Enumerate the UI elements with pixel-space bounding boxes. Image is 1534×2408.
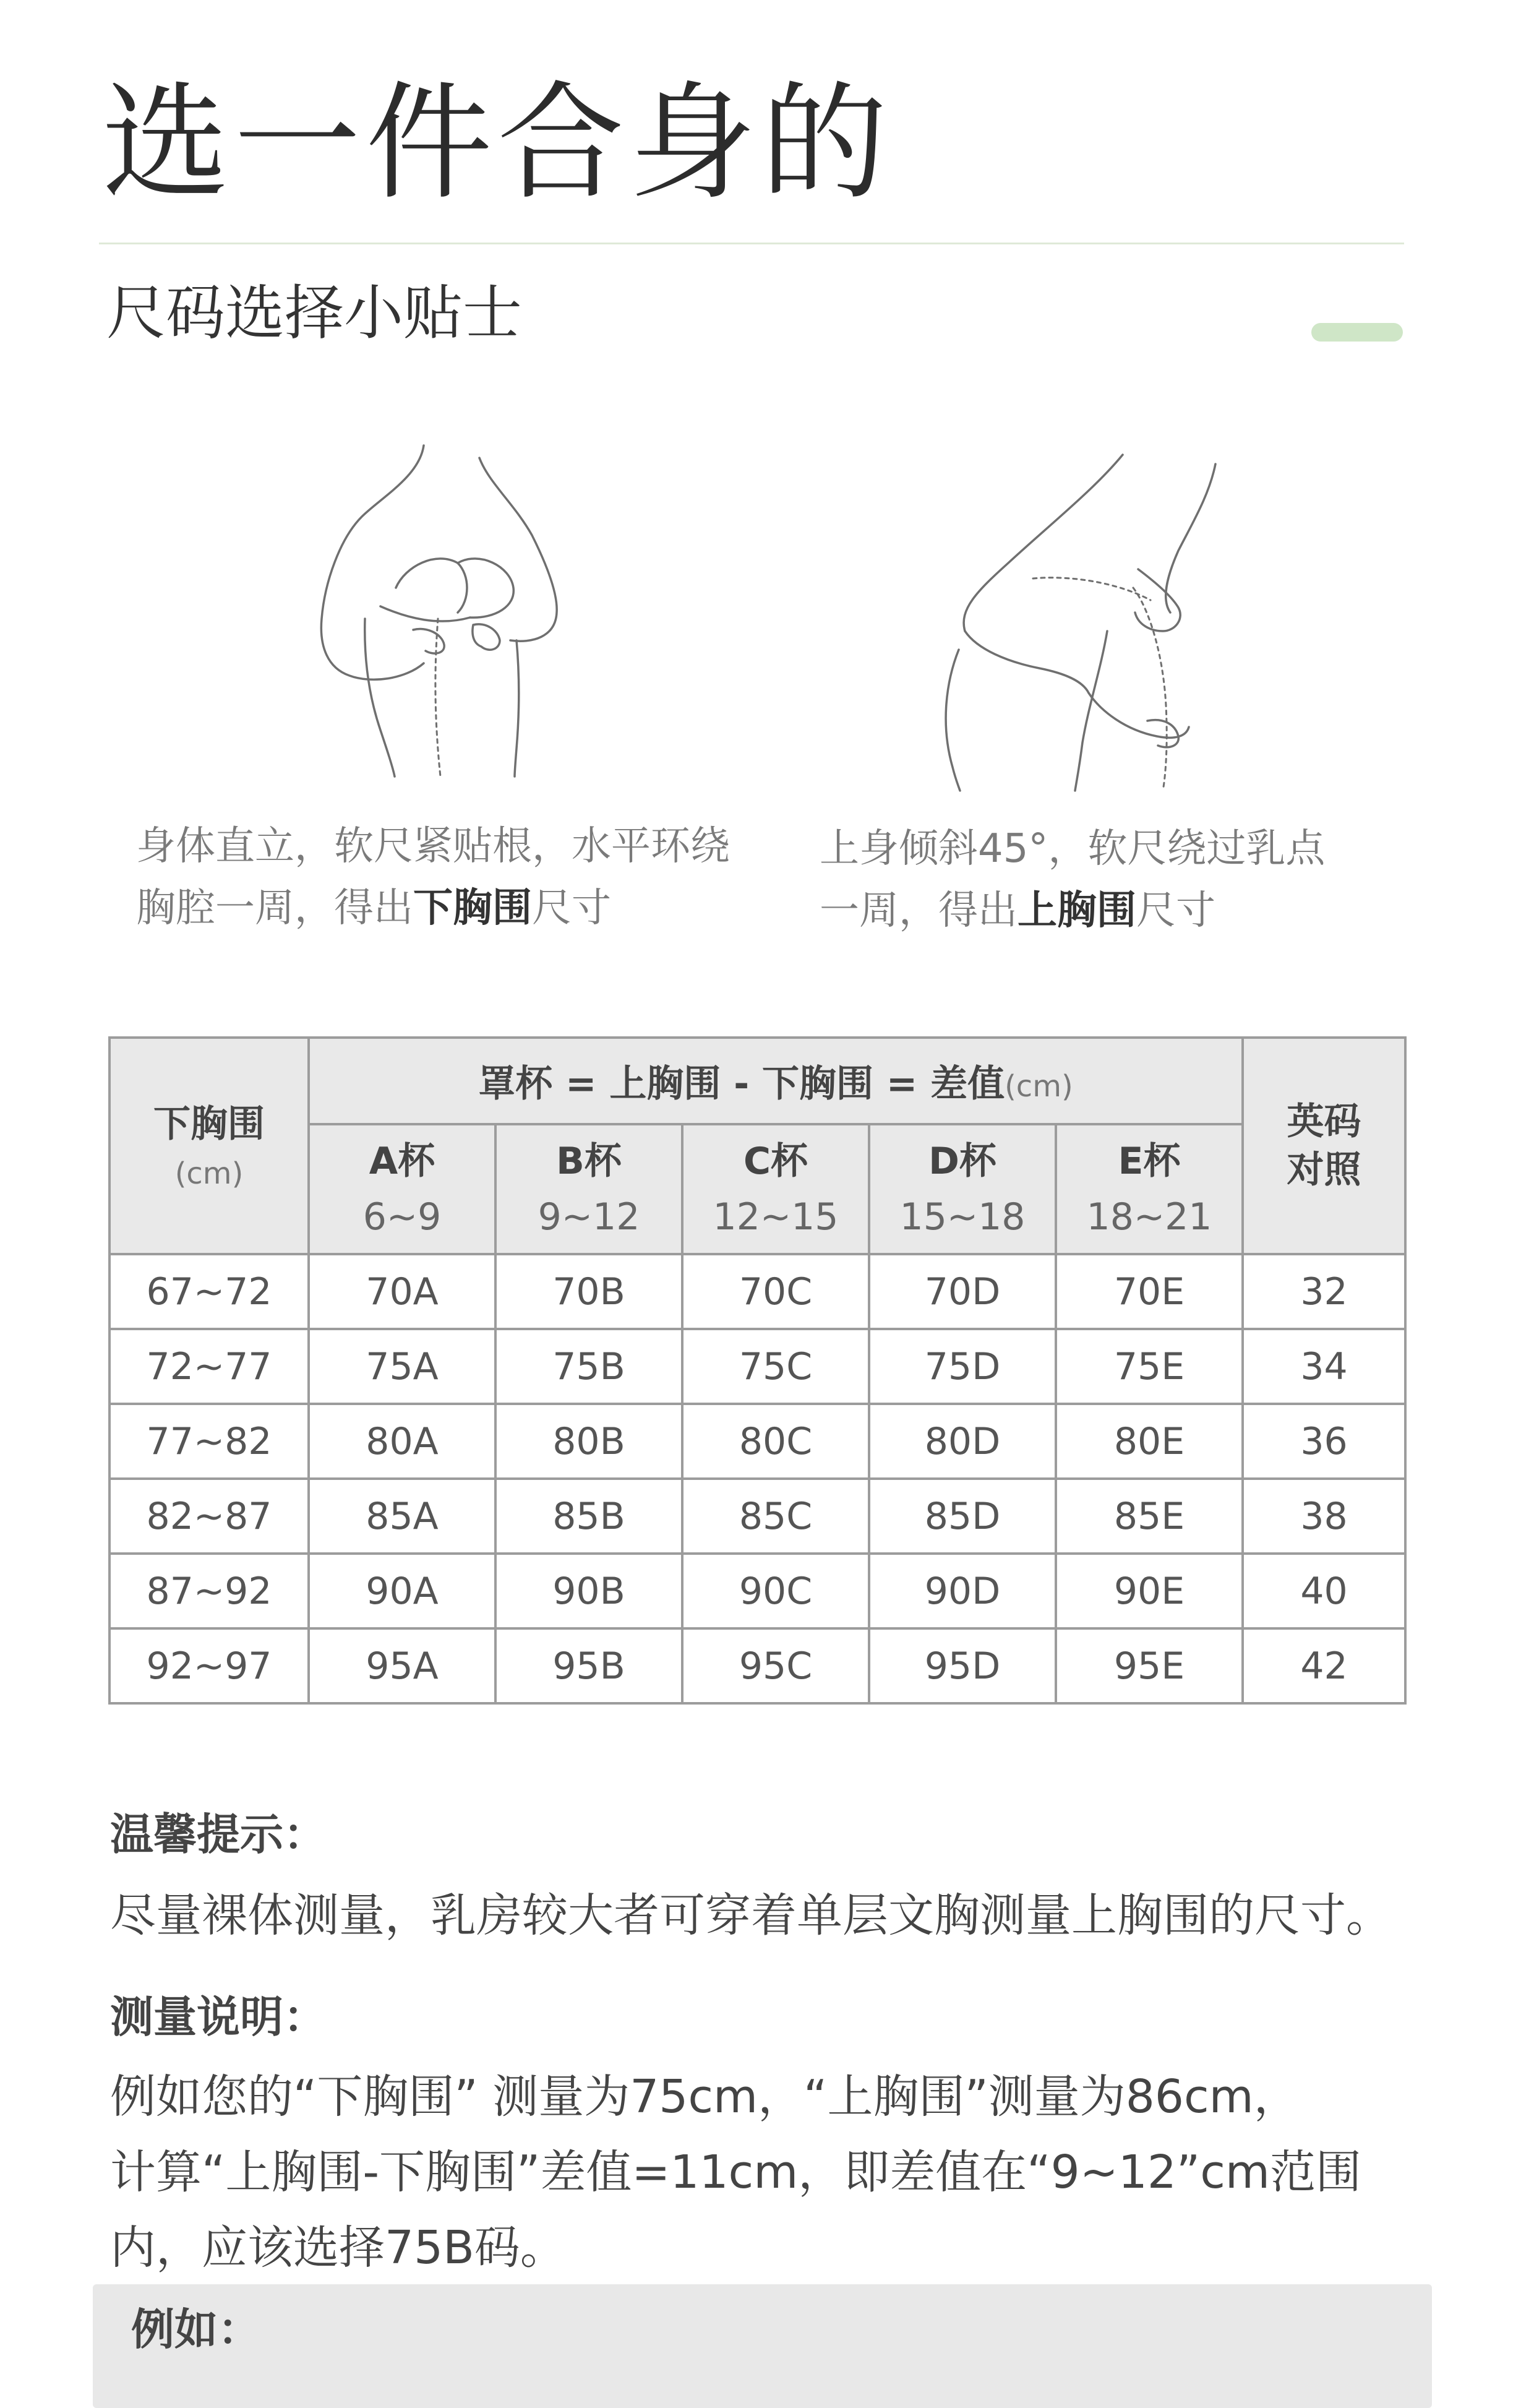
caption-emphasis: 上胸围 bbox=[1018, 888, 1136, 934]
underbust-header bbox=[109, 1038, 309, 1254]
size-cell: 90E bbox=[1056, 1554, 1243, 1628]
cup-header-a bbox=[309, 1124, 495, 1254]
cup-formula-header bbox=[309, 1038, 1243, 1124]
cup-range: 18~21 bbox=[1086, 1195, 1212, 1239]
cup-range: 12~15 bbox=[713, 1195, 839, 1239]
cup-range: 9~12 bbox=[538, 1195, 640, 1239]
size-cell: 70C bbox=[682, 1254, 869, 1329]
tips-heading: 温馨提示： bbox=[110, 1809, 327, 1860]
caption-text: 尺寸 bbox=[1136, 888, 1215, 934]
size-cell: 70E bbox=[1056, 1254, 1243, 1329]
uk-size-header bbox=[1243, 1038, 1405, 1254]
uk-size-cell: 36 bbox=[1243, 1404, 1405, 1479]
underbust-cell: 77~82 bbox=[109, 1404, 309, 1479]
size-cell: 70A bbox=[309, 1254, 495, 1329]
title-divider bbox=[99, 243, 1404, 244]
cup-header-b bbox=[495, 1124, 682, 1254]
size-cell: 85D bbox=[869, 1479, 1056, 1554]
cup-label: A杯 bbox=[369, 1140, 435, 1183]
underbust-caption-line1: 身体直立，软尺紧贴根，水平环绕 bbox=[136, 823, 730, 869]
cup-header-d bbox=[869, 1124, 1056, 1254]
table-row bbox=[109, 1404, 1405, 1479]
underbust-cell: 92~97 bbox=[109, 1628, 309, 1703]
size-cell: 70D bbox=[869, 1254, 1056, 1329]
size-cell: 80B bbox=[495, 1404, 682, 1479]
instructions-line: 计算“上胸围-下胸围”差值=11cm，即差值在“9~12”cm范围 bbox=[110, 2146, 1362, 2199]
size-cell: 80A bbox=[309, 1404, 495, 1479]
underbust-header-label: 下胸围 bbox=[153, 1103, 265, 1146]
table-row bbox=[109, 1329, 1405, 1404]
size-cell: 90B bbox=[495, 1554, 682, 1628]
caption-emphasis: 下胸围 bbox=[413, 885, 532, 931]
size-cell: 95C bbox=[682, 1628, 869, 1703]
cup-header-e bbox=[1056, 1124, 1243, 1254]
size-cell: 80E bbox=[1056, 1404, 1243, 1479]
size-cell: 85E bbox=[1056, 1479, 1243, 1554]
uk-size-cell: 40 bbox=[1243, 1554, 1405, 1628]
size-cell: 85A bbox=[309, 1479, 495, 1554]
accent-pill bbox=[1311, 323, 1403, 342]
underbust-cell: 72~77 bbox=[109, 1329, 309, 1404]
cup-header-c bbox=[682, 1124, 869, 1254]
size-cell: 70B bbox=[495, 1254, 682, 1329]
cup-formula-label: 罩杯 = 上胸围 - 下胸围 = 差值 bbox=[478, 1062, 1005, 1106]
section-subtitle: 尺码选择小贴士 bbox=[106, 278, 522, 348]
caption-text: 胸腔一周，得出 bbox=[136, 885, 413, 931]
size-cell: 90C bbox=[682, 1554, 869, 1628]
uk-header-line1: 英码 bbox=[1287, 1100, 1361, 1143]
table-row bbox=[109, 1628, 1405, 1703]
page-title: 选一件合身的 bbox=[102, 70, 893, 217]
caption-text: 一周，得出 bbox=[820, 888, 1018, 934]
size-cell: 75C bbox=[682, 1329, 869, 1404]
size-cell: 95D bbox=[869, 1628, 1056, 1703]
uk-size-cell: 38 bbox=[1243, 1479, 1405, 1554]
size-cell: 90A bbox=[309, 1554, 495, 1628]
underbust-caption bbox=[136, 815, 779, 939]
size-cell: 95A bbox=[309, 1628, 495, 1703]
table-row bbox=[109, 1254, 1405, 1329]
size-cell: 75A bbox=[309, 1329, 495, 1404]
instructions-line: 内，应该选择75B码。 bbox=[110, 2221, 566, 2274]
underbust-measure-illustration bbox=[272, 433, 594, 780]
cup-range: 15~18 bbox=[899, 1195, 1026, 1239]
underbust-cell: 67~72 bbox=[109, 1254, 309, 1329]
bust-caption bbox=[820, 818, 1376, 942]
size-cell: 85C bbox=[682, 1479, 869, 1554]
underbust-caption-line2 bbox=[136, 877, 779, 939]
cup-label: B杯 bbox=[556, 1140, 622, 1183]
uk-header-line2: 对照 bbox=[1287, 1148, 1361, 1192]
uk-size-cell: 34 bbox=[1243, 1329, 1405, 1404]
size-chart-table bbox=[108, 1036, 1407, 1705]
uk-size-cell: 32 bbox=[1243, 1254, 1405, 1329]
cup-label: D杯 bbox=[928, 1140, 996, 1183]
size-cell: 75D bbox=[869, 1329, 1056, 1404]
bust-measure-illustration bbox=[903, 445, 1249, 792]
size-cell: 75E bbox=[1056, 1329, 1243, 1404]
cup-label: E杯 bbox=[1118, 1140, 1181, 1183]
cup-range: 6~9 bbox=[362, 1195, 442, 1239]
table-row bbox=[109, 1554, 1405, 1628]
instructions-text bbox=[110, 2059, 1471, 2285]
size-cell: 85B bbox=[495, 1479, 682, 1554]
size-cell: 90D bbox=[869, 1554, 1056, 1628]
size-cell: 80C bbox=[682, 1404, 869, 1479]
size-cell: 95B bbox=[495, 1628, 682, 1703]
size-cell: 80D bbox=[869, 1404, 1056, 1479]
example-label: 例如： bbox=[131, 2304, 261, 2355]
uk-size-cell: 42 bbox=[1243, 1628, 1405, 1703]
size-cell: 75B bbox=[495, 1329, 682, 1404]
caption-text: 尺寸 bbox=[532, 885, 611, 931]
instructions-heading: 测量说明： bbox=[110, 1992, 327, 2042]
cup-formula-unit: (cm) bbox=[1005, 1069, 1073, 1104]
underbust-cell: 82~87 bbox=[109, 1479, 309, 1554]
underbust-cell: 87~92 bbox=[109, 1554, 309, 1628]
size-cell: 95E bbox=[1056, 1628, 1243, 1703]
bust-caption-line1: 上身倾斜45°，软尺绕过乳点 bbox=[820, 826, 1326, 872]
example-panel bbox=[93, 2284, 1432, 2408]
cup-label: C杯 bbox=[743, 1140, 808, 1183]
bust-caption-line2 bbox=[820, 880, 1376, 942]
underbust-header-unit: (cm) bbox=[174, 1156, 244, 1191]
table-row bbox=[109, 1479, 1405, 1554]
tips-text: 尽量裸体测量，乳房较大者可穿着单层文胸测量上胸围的尺寸。 bbox=[110, 1889, 1392, 1942]
instructions-line: 例如您的“下胸围” 测量为75cm，“上胸围”测量为86cm， bbox=[110, 2070, 1300, 2123]
